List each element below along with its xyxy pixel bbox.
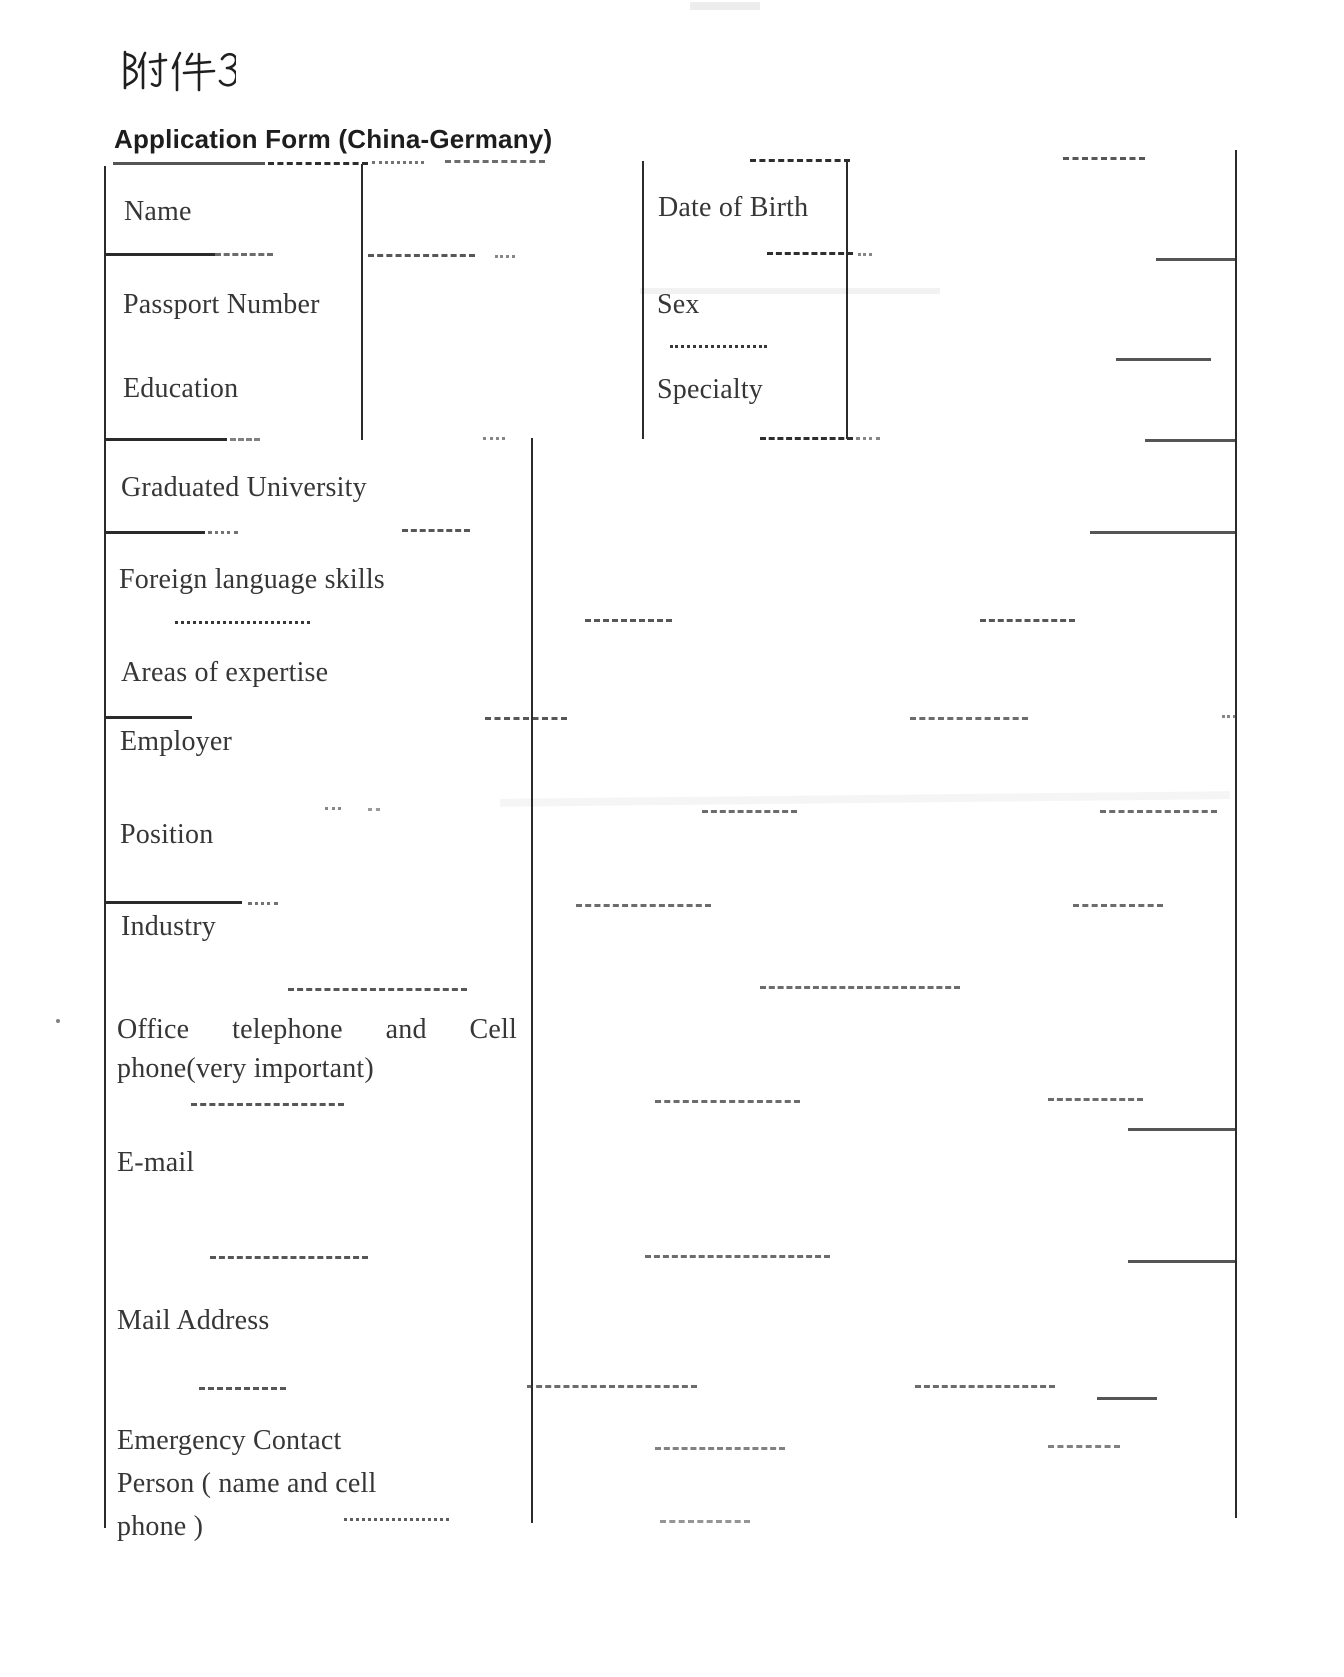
scan-line-fragment: [105, 253, 215, 256]
scan-line-fragment: [660, 1520, 750, 1523]
label-education: Education: [123, 373, 239, 404]
industry-value-cell[interactable]: [534, 903, 1234, 987]
attachment-label: [118, 48, 236, 97]
office-telephone-value-cell[interactable]: [534, 989, 1234, 1102]
scan-speck: [56, 1019, 60, 1023]
scan-line-fragment: [402, 529, 470, 532]
scan-line-fragment: [1063, 157, 1145, 160]
scan-line-fragment: [248, 902, 278, 905]
form-title: Application Form (China-Germany): [114, 124, 553, 154]
position-value-cell[interactable]: [534, 810, 1234, 900]
date-of-birth-value-cell[interactable]: [849, 164, 1234, 256]
label-foreign-language-skills: Foreign language skills: [119, 564, 385, 595]
label-position: Position: [120, 819, 214, 850]
emergency-contact-value-cell[interactable]: [534, 1387, 1234, 1518]
label-office-telephone: Office telephone and Cell phone(very important): [117, 1014, 517, 1084]
table-border-dob-left: [642, 161, 644, 439]
scan-line-fragment: [368, 808, 380, 811]
label-sex: Sex: [657, 289, 700, 320]
passport-number-value-cell[interactable]: [364, 254, 640, 344]
scan-line-fragment: [105, 531, 205, 534]
label-graduated-university: Graduated University: [121, 472, 367, 503]
employer-value-cell[interactable]: [534, 718, 1234, 808]
foreign-language-skills-value-cell[interactable]: [534, 532, 1234, 620]
scan-line-fragment: [105, 716, 192, 719]
graduated-university-value-cell[interactable]: [534, 440, 1234, 530]
email-value-cell[interactable]: [534, 1104, 1234, 1254]
name-value-cell[interactable]: [364, 167, 640, 252]
label-mail-address: Mail Address: [117, 1305, 270, 1336]
scan-line-fragment: [105, 438, 227, 441]
scan-line-fragment: [483, 437, 505, 440]
label-emergency-contact: Emergency Contact Person ( name and cell phone ): [117, 1425, 377, 1542]
label-employer: Employer: [120, 726, 233, 757]
scan-line-fragment: [191, 1103, 344, 1106]
scan-line-fragment: [210, 1256, 368, 1259]
scan-line-fragment: [767, 252, 853, 255]
scan-line-fragment: [750, 159, 850, 162]
table-border-left: [104, 166, 106, 1528]
areas-of-expertise-value-cell[interactable]: [534, 622, 1234, 715]
table-border-bottom-divider: [531, 438, 533, 1523]
scan-line-fragment: [372, 161, 424, 164]
scan-line-fragment: [445, 160, 545, 163]
label-specialty: Specialty: [657, 374, 763, 405]
attachment-label-handwriting: [118, 48, 236, 92]
scan-line-fragment: [175, 621, 310, 624]
scan-line-fragment: [325, 807, 341, 810]
education-value-cell[interactable]: [364, 346, 640, 437]
scan-line-fragment: [215, 253, 273, 256]
table-border-dob-right: [846, 162, 848, 439]
scan-line-fragment: [288, 988, 467, 991]
scan-line-fragment: [113, 162, 265, 165]
scan-line-fragment: [105, 901, 242, 904]
scan-line-fragment: [208, 531, 238, 534]
label-industry: Industry: [121, 911, 216, 942]
scan-line-fragment: [670, 345, 767, 348]
mail-address-value-cell[interactable]: [534, 1257, 1234, 1385]
scan-line-fragment: [268, 162, 368, 165]
table-border-right: [1235, 150, 1237, 1518]
label-email: E-mail: [117, 1147, 195, 1178]
scan-line-fragment: [199, 1387, 286, 1390]
label-areas-of-expertise: Areas of expertise: [121, 657, 329, 688]
specialty-value-cell[interactable]: [849, 359, 1234, 438]
scan-line-fragment: [230, 438, 260, 441]
sex-value-cell[interactable]: [849, 259, 1234, 356]
label-date-of-birth: Date of Birth: [658, 192, 809, 223]
table-border-name-divider: [361, 164, 363, 440]
scan-smudge: [690, 2, 760, 10]
label-name: Name: [124, 196, 192, 227]
label-passport-number: Passport Number: [123, 289, 320, 320]
